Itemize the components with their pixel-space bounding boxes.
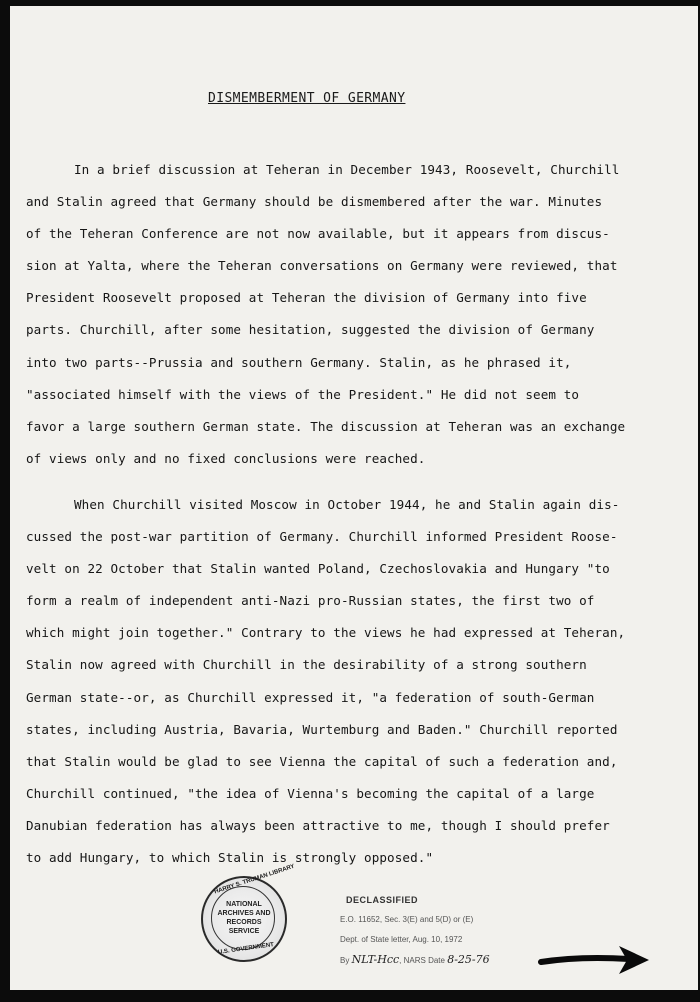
text-line: of views only and no fixed conclusions were reached. — [26, 450, 426, 466]
text-line: German state--or, as Churchill expressed it, "a federation of south-German — [26, 689, 595, 705]
text-line: When Churchill visited Moscow in October 1944, he and Stalin again dis- — [74, 496, 620, 512]
seal-rim-bottom: U.S. GOVERNMENT — [217, 942, 275, 956]
seal-inner-text — [203, 900, 285, 936]
document-title: DISMEMBERMENT OF GERMANY — [208, 91, 406, 106]
declassified-heading: DECLASSIFIED — [346, 895, 419, 905]
declass-date: 8-25-76 — [447, 953, 490, 966]
document-body — [26, 154, 666, 874]
text-line: Danubian federation has always been attractive to me, though I should prefer — [26, 817, 610, 833]
text-line: to add Hungary, to which Stalin is strongly opposed." — [26, 849, 434, 865]
declass-initials: NLT-Hcc — [351, 953, 400, 966]
declass-letter: Dept. of State letter, Aug. 10, 1972 — [340, 935, 463, 944]
text-line: and Stalin agreed that Germany should be dismembered after the war. Minutes — [26, 194, 603, 210]
declass-nars-date-label: , NARS Date — [399, 956, 445, 965]
declassification-stamp — [340, 890, 490, 971]
declass-authority: E.O. 11652, Sec. 3(E) and 5(D) or (E) — [340, 915, 474, 924]
text-line: "associated himself with the views of the President." He did not seem to — [26, 386, 580, 402]
paragraph-1 — [26, 154, 666, 475]
seal-line: RECORDS — [226, 919, 262, 926]
text-line: velt on 22 October that Stalin wanted Poland, Czechoslovakia and Hungary "to — [26, 561, 610, 577]
text-line: states, including Austria, Bavaria, Wurtemburg and Baden." Churchill reported — [26, 721, 618, 737]
text-line: Stalin now agreed with Churchill in the desirability of a strong southern — [26, 657, 587, 673]
document-page — [10, 6, 698, 990]
seal-line: NATIONAL — [226, 901, 262, 908]
text-line: of the Teheran Conference are not now available, but it appears from discus- — [26, 226, 610, 242]
text-line: Churchill continued, "the idea of Vienna's becoming the capital of a large — [26, 785, 595, 801]
seal-rim-top: HARRY S. TRUMAN LIBRARY — [213, 863, 296, 896]
text-line: into two parts--Prussia and southern Germany. Stalin, as he phrased it, — [26, 354, 572, 370]
arrow-icon — [537, 942, 655, 978]
archive-seal-stamp — [201, 863, 296, 962]
text-line: favor a large southern German state. The discussion at Teheran was an exchange — [26, 418, 626, 434]
text-line: President Roosevelt proposed at Teheran the division of Germany into five — [26, 290, 587, 306]
text-line: sion at Yalta, where the Teheran conversations on Germany were reviewed, that — [26, 258, 618, 274]
text-line: form a realm of independent anti-Nazi pro-Russian states, the first two of — [26, 593, 595, 609]
text-line: In a brief discussion at Teheran in December 1943, Roosevelt, Churchill — [74, 162, 620, 177]
text-line: that Stalin would be glad to see Vienna the capital of such a federation and, — [26, 753, 618, 769]
text-line: which might join together." Contrary to the views he had expressed at Teheran, — [26, 625, 626, 641]
seal-line: ARCHIVES AND — [217, 910, 271, 917]
paragraph-2 — [26, 489, 666, 874]
text-line: parts. Churchill, after some hesitation, suggested the division of Germany — [26, 322, 595, 338]
declass-signoff — [340, 950, 490, 971]
text-line: cussed the post-war partition of Germany. Churchill informed President Roose- — [26, 529, 618, 545]
seal-line: SERVICE — [228, 928, 260, 935]
declass-by: By — [340, 956, 350, 965]
